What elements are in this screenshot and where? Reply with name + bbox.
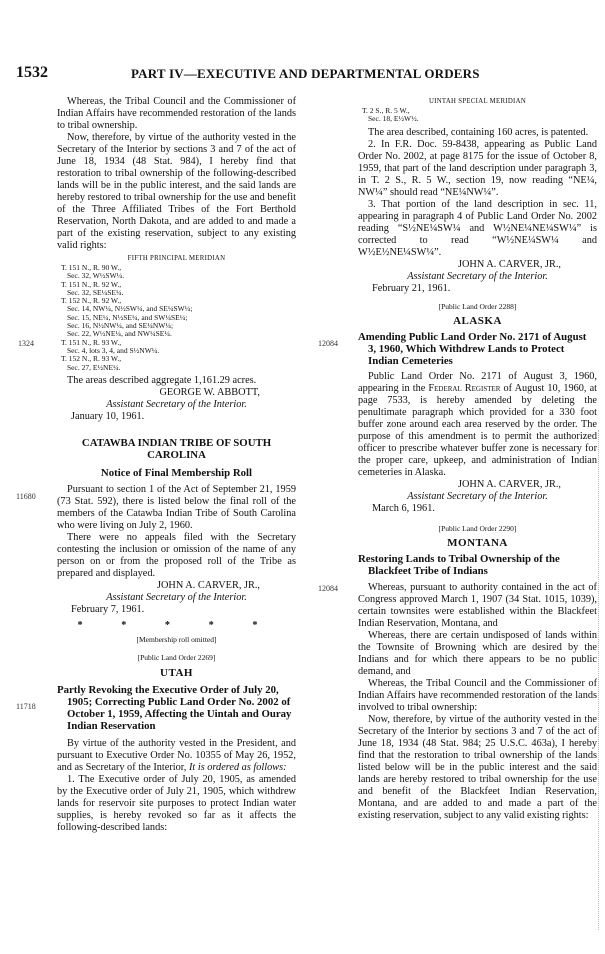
paragraph: Pursuant to section 1 of the Act of September 21, 1959 (73 Stat. 592), there is listed below the final roll of the members of the Catawba Indian Tribe of South Carolina who were living on July 2, 1960.: [57, 483, 296, 531]
paragraph: Now, therefore, by virtue of the authority vested in the Secretary of the Interior by sections 3 and 7 of the act of June 18, 1934 (48 Stat. 984; 25 U.S.C. 463a), I hereby find that the restoration to tribal ownership of the lands listed below will be in the public interest and the said lands are hereby restored to tribal ownership for the use and benefit of the Blackfeet Indian Reservation, Montana, and are added to and made a part of the existing reservation, subject to any valid existing rights:: [358, 714, 597, 822]
signature-name: JOHN A. CARVER, JR.,: [457, 478, 561, 490]
paragraph: Whereas, the Tribal Council and the Commissioner of Indian Affairs have recommended restoration of the lands involved to tribal ownership:: [358, 678, 597, 714]
margin-note: 11680: [16, 492, 36, 501]
order-number: [Public Land Order 2290]: [438, 523, 517, 533]
section-subheading: Notice of Final Membership Roll: [100, 466, 253, 479]
land-description: [61, 264, 296, 372]
section-heading: CATAWBA INDIAN TRIBE OF SOUTH CAROLINA: [81, 436, 272, 461]
paragraph: 2. In F.R. Doc. 59-8438, appearing as Public Land Order No. 2002, at page 8175 for the issue of October 8, 1959, that part of the land description under paragraph 3, in T. 2 S., R. 5 W., section 19, now reading “NE¼, NW¼” should read “NE¼NW¼”.: [358, 138, 597, 198]
paragraph: Whereas, the Tribal Council and the Commissioner of Indian Affairs have recommended restoration of the lands to tribal ownership.: [57, 96, 296, 131]
signature-title: Assistant Secretary of the Interior.: [106, 591, 247, 603]
paragraph: [57, 738, 296, 774]
land-line: T. 152 N., R. 93 W.,: [61, 354, 122, 364]
paragraph: The areas described aggregate 1,161.29 acres.: [67, 374, 257, 386]
omitted-note: [Membership roll omitted]: [136, 634, 217, 644]
land-line: Sec. 4, lots 3, 4, and S½NW¼.: [67, 345, 160, 355]
state-heading: MONTANA: [447, 537, 508, 550]
signature-name: JOHN A. CARVER, JR.,: [156, 579, 260, 591]
land-line: Sec. 27, E½NE¼.: [67, 362, 121, 372]
paragraph-text: By virtue of the authority vested in the President, and pursuant to Executive Order No. 10355 of May 26, 1952, and as Secretary of the Interior,: [57, 738, 296, 774]
signature-name: JOHN A. CARVER, JR.,: [457, 258, 561, 270]
land-line: T. 2 S., R. 5 W.,: [362, 106, 410, 115]
land-line: Sec. 22, W½NE¼, and NW¼SE¼.: [67, 329, 172, 339]
meridian-heading: FIFTH PRINCIPAL MERIDIAN: [127, 255, 226, 262]
paragraph-text: of August 10, 1960, at page 7533, is hereby amended by deleting the penultimate paragraph which provided for a 330 foot buffer zone around each area reserved by the order. The purpose of this amendment is to permit the authorized officer to prescribe whatever buffer zone is necessary for the proper care, upkeep, and administration of Indian cemeteries in Alaska.: [358, 382, 597, 478]
land-line: T. 151 N., R. 92 W.,: [61, 279, 122, 289]
left-column: [57, 96, 296, 834]
order-number: [Public Land Order 2288]: [438, 301, 517, 311]
state-heading: UTAH: [160, 667, 193, 680]
right-column: [358, 96, 597, 822]
paragraph: Whereas, pursuant to authority contained in the act of Congress approved March 1, 1907 (34 Stat. 1015, 1039), certain townsites were established within the Blackfeet Indian Reservation, Montana, and: [358, 582, 597, 630]
land-line: Sec. 16, N½NW¼, and SE¼NW¼;: [67, 321, 174, 331]
margin-note: 11718: [16, 702, 36, 711]
paragraph: Whereas, there are certain undisposed of lands within the Townsite of Browning which are desired by the Indians and for which there appears to be no public demand, and: [358, 630, 597, 678]
land-line: Sec. 32, SE¼SE¼.: [67, 287, 124, 297]
signature-date: March 6, 1961.: [372, 502, 435, 514]
paragraph: [358, 371, 597, 479]
land-line: Sec. 15, NE¼, N½SE¼, and SW¼SE¼;: [67, 312, 188, 322]
signature-title: Assistant Secretary of the Interior.: [106, 398, 247, 410]
page-number: 1532: [16, 64, 48, 81]
land-line: T. 151 N., R. 93 W.,: [61, 337, 122, 347]
land-line: Sec. 18, E½W½.: [368, 114, 419, 124]
margin-note: 1324: [18, 339, 34, 348]
order-title: Amending Public Land Order No. 2171 of August 3, 1960, Which Withdrew Lands to Protect Indian Cemeteries: [358, 330, 587, 367]
order-title: Partly Revoking the Executive Order of July 20, 1905; Correcting Public Land Order No. 2002 of October 1, 1959, Affecting the Uintah and Ouray Indian Reservation: [57, 684, 292, 733]
state-heading: ALASKA: [453, 314, 502, 327]
margin-note: 12084: [318, 339, 338, 348]
land-line: T. 152 N., R. 92 W.,: [61, 296, 122, 306]
paragraph-text: Public Land Order No. 2171 of August 3, 1960, appearing in the: [358, 370, 597, 394]
paragraph: 3. That portion of the land description in sec. 11, appearing in paragraph 4 of Public Land Order No. 2002 reading “S½NE¼SW¼ and W½NE¼NE¼SW¼” is corrected to read “W½NE¼SW¼ and W½E½NE¼SW¼”.: [358, 198, 597, 258]
signature-date: January 10, 1961.: [71, 410, 145, 422]
paragraph: The area described, containing 160 acres, is patented.: [368, 126, 589, 138]
order-title: Restoring Lands to Tribal Ownership of the Blackfeet Tribe of Indians: [358, 553, 560, 578]
signature-name: GEORGE W. ABBOTT,: [159, 386, 260, 398]
land-line: Sec. 32, W½SW¼.: [67, 271, 125, 281]
order-clause: It is ordered as follows:: [188, 762, 287, 774]
paragraph: Now, therefore, by virtue of the authority vested in the Secretary of the Interior by sections 3 and 7 of the act of June 18, 1934 (48 Stat. 984), I hereby find that restoration to tribal ownership of the following-described lands will be in the public interest, and the said lands are hereby restored to tribal ownership for the use and benefit of the Three Affiliated Tribes of the Fort Berthold Reservation, North Dakota, and are added to and made a part of the existing reservation, subject to any existing valid rights:: [57, 132, 296, 251]
signature-title: Assistant Secretary of the Interior.: [407, 490, 548, 502]
signature-title: Assistant Secretary of the Interior.: [407, 270, 548, 282]
margin-note: 12084: [318, 584, 338, 593]
land-line: Sec. 14, NW¼, N½SW¼, and SE¼SW¼;: [67, 304, 193, 314]
paragraph: There were no appeals filed with the Secretary contesting the inclusion or omission of the name of any person on or from the proposed roll of the Tribe as prepared and displayed.: [57, 531, 296, 579]
land-line: T. 151 N., R. 90 W.,: [61, 263, 122, 272]
running-title: PART IV—EXECUTIVE AND DEPARTMENTAL ORDERS: [131, 66, 480, 81]
meridian-heading: UINTAH SPECIAL MERIDIAN: [428, 98, 527, 105]
ellipsis-stars: * * * * *: [77, 619, 276, 631]
land-description: [362, 107, 597, 124]
signature-date: February 7, 1961.: [71, 603, 145, 615]
signature-date: February 21, 1961.: [372, 282, 451, 294]
order-number: [Public Land Order 2269]: [137, 653, 216, 663]
paragraph: 1. The Executive order of July 20, 1905, as amended by the Executive order of July 21, 1905, which withdrew lands for reservoir site purposes to protect Indian water supplies, is hereby revoked so far as it affects the following-described lands:: [57, 774, 296, 834]
publication-name: Federal Register: [428, 382, 501, 394]
page-header: [16, 64, 596, 80]
